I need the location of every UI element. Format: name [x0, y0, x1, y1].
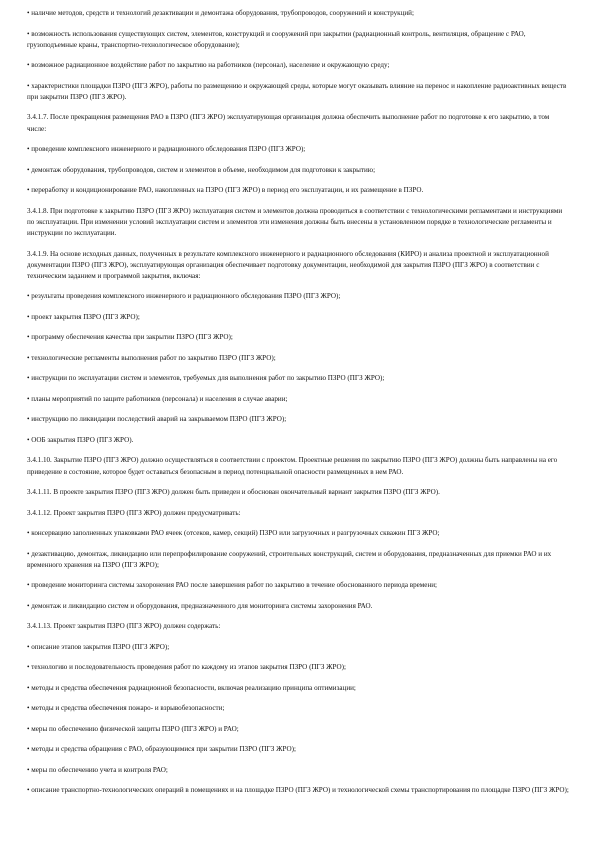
list-item: • описание этапов закрытия ПЗРО (ПГЗ ЖРО); [27, 642, 170, 651]
list-item: • программу обеспечения качества при закрытии ПЗРО (ПГЗ ЖРО); [27, 333, 233, 342]
clause-3-4-1-10: 3.4.1.10. Закрытие ПЗРО (ПГЗ ЖРО) должно осуществляться в соответствии с проектом. Проектные решения по закрытию ПЗРО (ПГЗ ЖРО) должны быть направлены на его приведение в состояние, которое будет оставаться безопасным в период потенциальной опасности размещенных в нем РАО. [27, 456, 558, 476]
clause-3-4-1-11: 3.4.1.11. В проекте закрытия ПЗРО (ПГЗ ЖРО) должен быть приведен и обоснован окончательный вариант закрытия ПЗРО (ПГЗ ЖРО). [27, 488, 440, 497]
clause-3-4-1-13: 3.4.1.13. Проект закрытия ПЗРО (ПГЗ ЖРО) должен содержать: [27, 622, 221, 631]
list-item: • меры по обеспечению физической защиты ПЗРО (ПГЗ ЖРО) и РАО; [27, 724, 239, 733]
list-item: • ООБ закрытия ПЗРО (ПГЗ ЖРО). [27, 435, 134, 444]
list-item: • методы и средства обеспечения пожаро- и взрывобезопасности; [27, 704, 225, 713]
document-page [27, 8, 569, 806]
clause-3-4-1-9: 3.4.1.9. На основе исходных данных, полученных в результате комплексного инженерного и радиационного обследования (КИРО) и анализа проектной и эксплуатационной документации ПЗРО (ПГЗ ЖРО), эксплуатирующая организация обеспечивает подготовку документации, необходимой для закрытия ПЗРО (ПГЗ ЖРО) в соответствии с техническим заданием и программой закрытия, включая: [27, 249, 549, 280]
list-item: • методы и средства обращения с РАО, образующимися при закрытии ПЗРО (ПГЗ ЖРО); [27, 745, 296, 754]
list-item: • проведение мониторинга системы захоронения РАО после завершения работ по закрытию в течение обоснованного периода времени; [27, 581, 438, 590]
list-item: • возможность использования существующих систем, элементов, конструкций и сооружений при закрытии (радиационный контроль, вентиляция, обращение с РАО, грузоподъемные краны, транспортно-технологическое оборудование); [27, 29, 526, 49]
list-item: • возможное радиационное воздействие работ по закрытию на работников (персонал), население и окружающую среду; [27, 61, 390, 70]
list-item: • наличие методов, средств и технологий дезактивации и демонтажа оборудования, трубопроводов, сооружений и конструкций; [27, 9, 414, 17]
list-item: • планы мероприятий по защите работников (персонала) и населения в случае аварии; [27, 394, 288, 403]
list-item: • демонтаж оборудования, трубопроводов, систем и элементов в объеме, необходимом для подготовки к закрытию; [27, 165, 376, 174]
list-item: • результаты проведения комплексного инженерного и радиационного обследования ПЗРО (ПГЗ ЖРО); [27, 292, 341, 301]
list-item: • технологию и последовательность проведения работ по каждому из этапов закрытия ПЗРО (ПГЗ ЖРО); [27, 663, 346, 672]
list-item: • инструкцию по ликвидации последствий аварий на закрываемом ПЗРО (ПГЗ ЖРО); [27, 415, 287, 424]
list-item: • методы и средства обеспечения радиационной безопасности, включая реализацию принципа оптимизации; [27, 683, 356, 692]
clause-3-4-1-8: 3.4.1.8. При подготовке к закрытию ПЗРО (ПГЗ ЖРО) эксплуатация систем и элементов должна проводиться в соответствии с технологическими регламентами и инструкциями по эксплуатации. При изменении условий эксплуатации систем и элементов эти изменения должны быть внесены в установленном порядке в технологические регламенты и инструкции по эксплуатации. [27, 206, 563, 238]
list-item: • характеристики площадки ПЗРО (ПГЗ ЖРО), работы по размещению и окружающей среды, которые могут оказывать влияние на перенос и накопление радиоактивных веществ при закрытии ПЗРО (ПГЗ ЖРО). [27, 81, 567, 101]
list-item: • технологические регламенты выполнения работ по закрытию ПЗРО (ПГЗ ЖРО); [27, 353, 276, 362]
list-item: • дезактивацию, демонтаж, ликвидацию или перепрофилирование сооружений, строительных конструкций, систем и оборудования, предназначенных для приемки РАО и их временного хранения на ПЗРО (ПГЗ ЖРО); [27, 549, 552, 569]
list-item: • инструкции по эксплуатации систем и элементов, требуемых для выполнения работ по закрытию ПЗРО (ПГЗ ЖРО); [27, 374, 385, 383]
list-item: • демонтаж и ликвидацию систем и оборудования, предназначенного для мониторинга системы захоронения РАО. [27, 601, 373, 610]
list-item: • консервацию заполненных упаковками РАО ячеек (отсеков, камер, секций) ПЗРО или загрузочных и разгрузочных скважин ПГЗ ЖРО; [27, 529, 440, 538]
list-item: • меры по обеспечению учета и контроля РАО; [27, 765, 168, 774]
clause-3-4-1-7: 3.4.1.7. После прекращения размещения РАО в ПЗРО (ПГЗ ЖРО) эксплуатирующая организация должна обеспечить выполнение работ по подготовке к его закрытию, в том числе: [27, 113, 550, 133]
clause-3-4-1-12: 3.4.1.12. Проект закрытия ПЗРО (ПГЗ ЖРО) должен предусматривать: [27, 508, 241, 517]
list-item: • проведение комплексного инженерного и радиационного обследования ПЗРО (ПГЗ ЖРО); [27, 145, 306, 154]
list-item: • описание транспортно-технологических операций в помещениях и на площадке ПЗРО (ПГЗ ЖРО) и технологической схемы транспортирования по площадке ПЗРО (ПГЗ ЖРО); [27, 786, 569, 795]
list-item: • проект закрытия ПЗРО (ПГЗ ЖРО); [27, 312, 140, 321]
list-item: • переработку и кондиционирование РАО, накопленных на ПЗРО (ПГЗ ЖРО) в период его эксплуатации, и их размещение в ПЗРО. [27, 186, 424, 195]
